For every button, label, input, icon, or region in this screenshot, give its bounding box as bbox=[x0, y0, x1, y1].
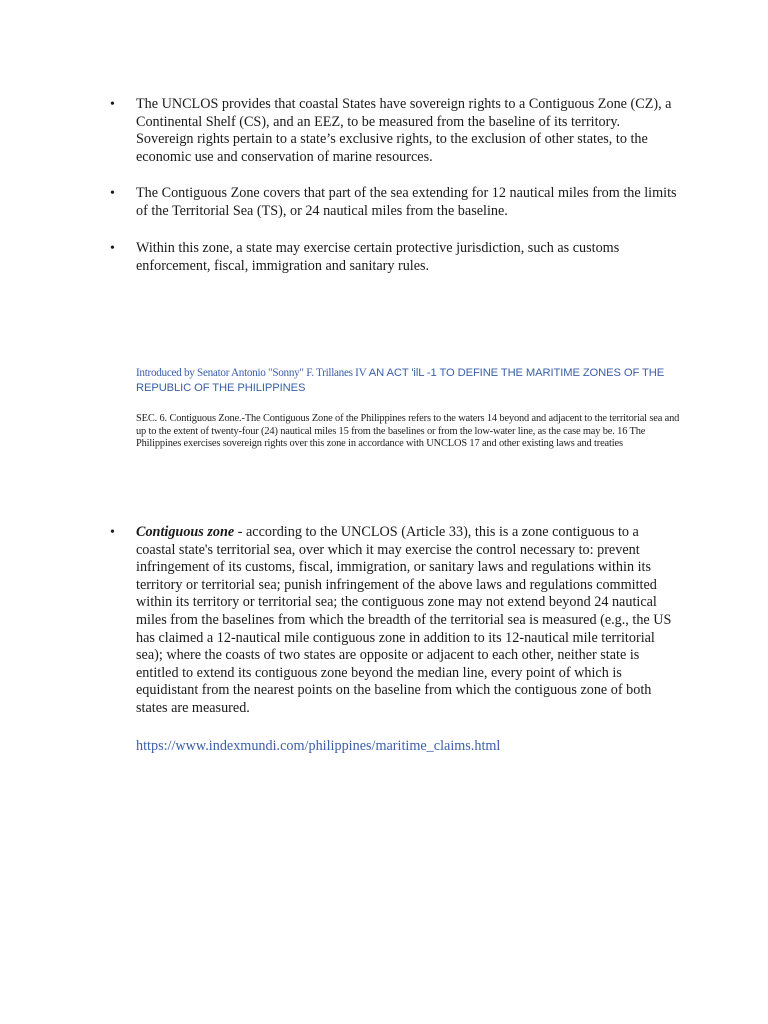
definition-text: - according to the UNCLOS (Article 33), this is a zone contiguous to a coastal state's territorial sea, over which it may exercise the control necessary to: prevent infringement of its customs, fiscal, immigration, or sanitary laws and regulations within its territory or territorial sea; punish infringement of the above laws and regulations committed within its territory or territorial sea; the contiguous zone may not extend beyond 24 nautical miles from the baselines from which the breadth of the territorial sea is measured (e.g., the US has claimed a 12-nautical mile contiguous zone in addition to its 12-nautical mile territorial sea); where the coasts of two states are opposite or adjacent to each other, neither state is entitled to extend its contiguous zone beyond the median line, every point of which is equidistant from the nearest points on the baseline from which the contiguous zone of both states are measured. bbox=[136, 524, 672, 716]
bullet-item-contiguous-zone-definition bbox=[110, 524, 680, 718]
bullet-text: The UNCLOS provides that coastal States have sovereign rights to a Contiguous Zone (CZ), a Continental Shelf (CS), and an EEZ, to be measured from the baseline of its territory. Sovereign rights pertain to a state’s exclusive rights, to the exclusion of other states, to the economic use and conservation of marine resources. bbox=[136, 96, 672, 165]
bullet-marker: • bbox=[110, 525, 115, 540]
bullet-item-protective-jurisdiction bbox=[110, 240, 680, 275]
bullet-marker: • bbox=[110, 186, 115, 201]
bullet-marker: • bbox=[110, 241, 115, 256]
bill-sponsor: Introduced by Senator Antonio "Sonny" F. Trillanes IV bbox=[136, 367, 367, 379]
bullet-text: The Contiguous Zone covers that part of the sea extending for 12 nautical miles from the limits of the Territorial Sea (TS), or 24 nautical miles from the baseline. bbox=[136, 185, 677, 219]
bullet-text bbox=[136, 524, 680, 718]
source-link[interactable]: https://www.indexmundi.com/philippines/maritime_claims.html bbox=[136, 738, 501, 754]
bullet-text: Within this zone, a state may exercise certain protective jurisdiction, such as customs enforcement, fiscal, immigration and sanitary rules. bbox=[136, 240, 620, 274]
bill-section-6: SEC. 6. Contiguous Zone.-The Contiguous Zone of the Philippines refers to the waters 14 beyond and adjacent to the territorial sea and up to the extent of twenty-four (24) nautical miles 15 from the baselines or from the low-water line, as the case may be. 16 The Philippines exercises sovereign rights over this zone in accordance with UNCLOS 17 and other existing laws and treaties bbox=[136, 413, 680, 450]
bullet-item-contiguous-zone-extent bbox=[110, 185, 680, 220]
bill-title: AN ACT 'ilL -1 TO DEFINE THE MARITIME ZONES OF THE REPUBLIC OF THE PHILIPPINES bbox=[136, 367, 665, 394]
bullet-item-unclos-rights bbox=[110, 96, 680, 166]
bullet-marker: • bbox=[110, 97, 115, 112]
defined-term: Contiguous zone bbox=[136, 524, 235, 540]
bill-heading bbox=[136, 366, 696, 395]
